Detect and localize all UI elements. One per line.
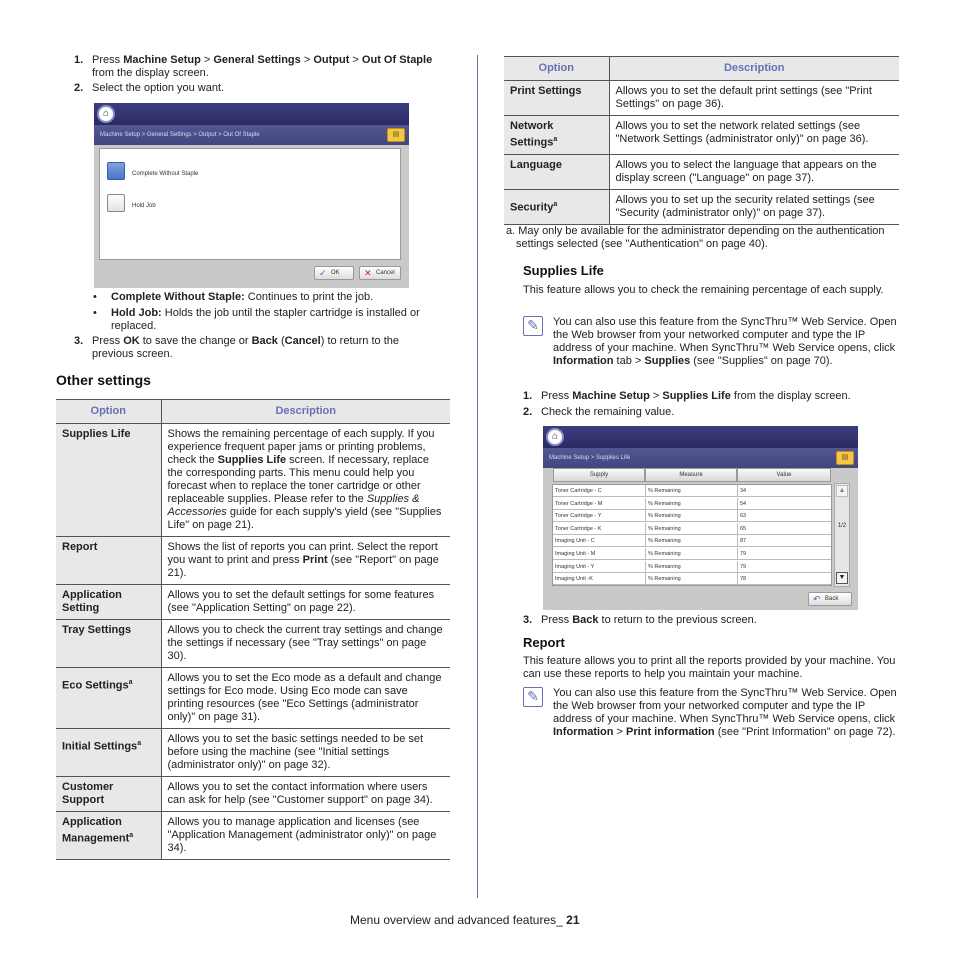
option-name: Customer Support xyxy=(56,777,161,812)
note-icon: ✎ xyxy=(523,316,543,336)
table-row xyxy=(553,573,831,585)
home-icon[interactable]: ⌂ xyxy=(97,105,115,123)
table-row xyxy=(553,498,831,510)
section-title-other-settings: Other settings xyxy=(56,372,151,388)
table-row xyxy=(504,154,899,189)
measure-cell: % Remaining xyxy=(645,548,737,560)
supply-cell: Toner Cartridge - M xyxy=(555,500,603,507)
table-row xyxy=(56,424,450,537)
option-description: Allows you to set the Eco mode as a default and change settings for Eco mode. Using Eco mode can save printing resources (see "Eco Settings (administrator only)" on page 31). xyxy=(161,668,450,729)
table-row xyxy=(553,548,831,560)
supplies-life-screen xyxy=(543,426,858,610)
option-name: Security$^a$ xyxy=(504,189,609,224)
supply-cell: Imaging Unit - Y xyxy=(555,563,595,570)
measure-cell: % Remaining xyxy=(645,535,737,547)
column-header-value[interactable]: Value xyxy=(737,468,831,482)
value-cell: 78 xyxy=(737,573,831,585)
measure-cell: % Remaining xyxy=(645,498,737,510)
job-status-icon[interactable]: ▤ xyxy=(836,451,854,465)
table-row xyxy=(56,729,450,777)
table-row xyxy=(553,523,831,535)
value-cell: 65 xyxy=(737,523,831,535)
supply-cell: Toner Cartridge - Y xyxy=(555,513,602,520)
option-description: Allows you to check the current tray settings and change the settings if necessary (see "Tray settings" on page 30). xyxy=(161,620,450,668)
home-icon[interactable]: ⌂ xyxy=(546,428,564,446)
value-cell: 54 xyxy=(737,498,831,510)
table-row xyxy=(504,81,899,116)
table-row xyxy=(553,510,831,522)
option-name: Eco Settings$^a$ xyxy=(56,668,161,729)
column-header-option: Option xyxy=(56,400,161,424)
other-settings-table-continued xyxy=(504,56,899,225)
report-intro: This feature allows you to print all the reports provided by your machine. You can use these reports to help you maintain your machine. xyxy=(523,655,896,680)
option-name: Application Setting xyxy=(56,585,161,620)
value-cell: 79 xyxy=(737,548,831,560)
back-button[interactable]: ↶ Back xyxy=(808,592,852,606)
option-label: Hold Job xyxy=(132,203,156,209)
table-header xyxy=(504,57,899,81)
other-settings-table xyxy=(56,399,450,860)
supply-cell: Toner Cartridge - K xyxy=(555,525,602,532)
scroll-down-button[interactable]: ▼ xyxy=(836,572,848,584)
option-description: Allows you to set the contact information where users can ask for help (see "Customer support" on page 34). xyxy=(161,777,450,812)
section-title-supplies-life: Supplies Life xyxy=(523,263,604,278)
out-of-staple-screen xyxy=(94,103,409,288)
measure-cell: % Remaining xyxy=(645,561,737,573)
value-cell: 87 xyxy=(737,535,831,547)
note-icon: ✎ xyxy=(523,687,543,707)
option-description: Allows you to set the basic settings needed to be set before using the machine (see "Initial settings (administrator only)" on page 32). xyxy=(161,729,450,777)
supply-cell: Imaging Unit - C xyxy=(555,538,595,545)
table-row xyxy=(56,668,450,729)
column-header-option: Option xyxy=(504,57,609,81)
column-header-measure[interactable]: Measure xyxy=(645,468,737,482)
column-header-description: Description xyxy=(161,400,450,424)
value-cell: 79 xyxy=(737,561,831,573)
option-list xyxy=(99,148,401,260)
measure-cell: % Remaining xyxy=(645,510,737,522)
option-name: Tray Settings xyxy=(56,620,161,668)
scroll-up-button[interactable]: ▲ xyxy=(836,485,848,497)
supplies-table xyxy=(552,468,832,586)
option-description: Allows you to set the default print settings (see "Print Settings" on page 36). xyxy=(609,81,899,116)
measure-cell: % Remaining xyxy=(645,523,737,535)
screen-top-bar xyxy=(94,103,409,125)
supplies-note: You can also use this feature from the SyncThru™ Web Service. Open the Web browser from your networked computer and type the IP address of your machine. When SyncThru™ Web Service opens, click Information tab > Supplies (see "Supplies" on page 70). xyxy=(553,316,897,367)
option-name: Application Management$^a$ xyxy=(56,812,161,860)
option-name: Language xyxy=(504,154,609,189)
table-header xyxy=(56,400,450,424)
value-cell: 63 xyxy=(737,510,831,522)
hold-job-option[interactable] xyxy=(107,194,125,212)
supply-cell: Imaging Unit -K xyxy=(555,576,593,583)
option-name: Report xyxy=(56,537,161,585)
breadcrumb: Machine Setup > General Settings > Output > Out Of Staple ▤ xyxy=(94,125,409,145)
supplies-rows xyxy=(552,484,832,586)
scrollbar[interactable] xyxy=(834,483,850,587)
option-description: Allows you to manage application and licenses (see "Application Management (administrator only)" on page 34). xyxy=(161,812,450,860)
option-name: Supplies Life xyxy=(56,424,161,537)
ok-button[interactable]: ✓ OK xyxy=(314,266,354,280)
table-row xyxy=(56,537,450,585)
cancel-button[interactable]: ✕ Cancel xyxy=(359,266,401,280)
column-header-supply[interactable]: Supply xyxy=(553,468,645,482)
table-row xyxy=(56,585,450,620)
option-description: Allows you to set the network related settings (see "Network Settings (administrator only)" on page 36). xyxy=(609,116,899,155)
supplies-intro: This feature allows you to check the remaining percentage of each supply. xyxy=(523,284,884,296)
option-description: Shows the list of reports you can print. Select the report you want to print and press Print (see "Report" on page 21). xyxy=(161,537,450,585)
option-description: Allows you to set the default settings for some features (see "Application Setting" on page 22). xyxy=(161,585,450,620)
option-description: Shows the remaining percentage of each supply. If you experience frequent paper jams or printing problems, check the Supplies Life screen. If necessary, replace the corresponding parts. This menu could help you forecast when to replace the toner cartridge or other replaceable supplies. Please refer to the Supplies & Accessories guide for each supply's yield (see "Supplies Life" on page 21). xyxy=(161,424,450,537)
column-divider xyxy=(477,55,478,898)
option-name: Print Settings xyxy=(504,81,609,116)
page-indicator: 1/2 xyxy=(837,523,847,529)
table-row xyxy=(553,535,831,547)
table-row xyxy=(504,116,899,155)
table-row xyxy=(56,620,450,668)
column-header-description: Description xyxy=(609,57,899,81)
supply-cell: Toner Cartridge - C xyxy=(555,488,602,494)
table-row xyxy=(56,812,450,860)
page-footer: Menu overview and advanced features_ 21 xyxy=(350,913,580,927)
report-note: You can also use this feature from the SyncThru™ Web Service. Open the Web browser from your networked computer and type the IP address of your machine. When SyncThru™ Web Service opens, click Information > Print information (see "Print Information" on page 72). xyxy=(553,687,897,738)
section-title-report: Report xyxy=(523,635,565,650)
value-cell: 34 xyxy=(737,485,831,497)
screen-top-bar xyxy=(543,426,858,448)
option-description: Allows you to set up the security related settings (see "Security (administrator only)" on page 37). xyxy=(609,189,899,224)
measure-cell: % Remaining xyxy=(645,573,737,585)
footnote: a. May only be available for the administrator depending on the authentication settings selected (see "Authentication" on page 40). xyxy=(506,225,885,250)
table-row xyxy=(56,777,450,812)
option-label: Complete Without Staple xyxy=(132,171,199,177)
complete-without-staple-option[interactable] xyxy=(107,162,125,180)
job-status-icon[interactable]: ▤ xyxy=(387,128,405,142)
table-row xyxy=(504,189,899,224)
option-description: Allows you to select the language that appears on the display screen ("Language" on page 37). xyxy=(609,154,899,189)
option-name: Network Settings$^a$ xyxy=(504,116,609,155)
breadcrumb: Machine Setup > Supplies Life ▤ xyxy=(543,448,858,468)
table-row xyxy=(553,561,831,573)
supply-cell: Imaging Unit - M xyxy=(555,551,596,557)
option-name: Initial Settings$^a$ xyxy=(56,729,161,777)
measure-cell: % Remaining xyxy=(645,485,737,497)
table-row xyxy=(553,485,831,497)
